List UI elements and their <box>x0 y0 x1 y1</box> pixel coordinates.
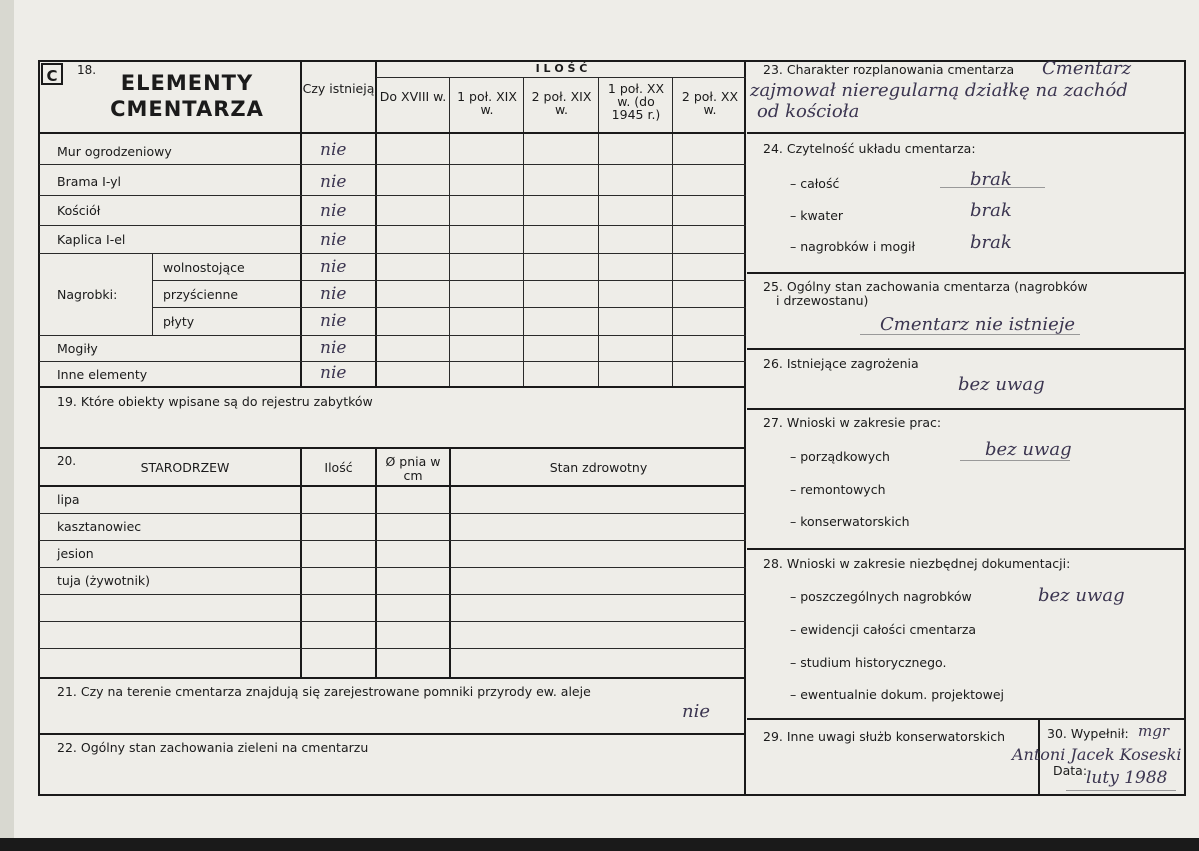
answer-underline <box>940 187 1045 188</box>
period-header: 1 poł. XIX w. <box>457 89 517 117</box>
divider <box>300 62 302 386</box>
handwritten-answer: od kościoła <box>757 101 860 122</box>
answer-underline <box>1066 790 1176 791</box>
section-letter-box: C <box>41 63 63 85</box>
documentation-item: – studium historycznego. <box>790 655 947 670</box>
handwritten-answer: nie <box>320 338 347 358</box>
divider <box>39 567 746 568</box>
handwritten-answer: nie <box>320 257 347 277</box>
row-label: Kościół <box>57 203 101 218</box>
divider <box>449 77 450 386</box>
col-header-health: Stan zdrowotny <box>549 460 648 475</box>
tree-label: kasztanowiec <box>57 519 142 534</box>
section-21-label: 21. Czy na terenie cmentarza znajdują się zarejestrowane pomniki przyrody ew. aleje <box>57 684 591 699</box>
divider <box>39 195 746 196</box>
section-30-label: 30. Wypełnił: <box>1047 726 1129 741</box>
period-header: 2 poł. XX w. <box>681 89 739 117</box>
handwritten-answer: nie <box>320 311 347 331</box>
row-label: Brama I-yl <box>57 174 122 189</box>
tree-label: jesion <box>57 546 94 561</box>
handwritten-date: luty 1988 <box>1086 768 1168 788</box>
divider <box>39 253 746 254</box>
period-header: Do XVIII w. <box>379 89 447 104</box>
legibility-item: – kwater <box>790 208 844 223</box>
handwritten-answer: brak <box>970 232 1012 253</box>
divider <box>747 272 1185 274</box>
divider <box>747 548 1185 550</box>
handwritten-answer: brak <box>970 169 1012 190</box>
divider <box>39 225 746 226</box>
divider <box>523 77 524 386</box>
starodrzew-title: STARODRZEW <box>140 460 230 475</box>
section-20-number: 20. <box>57 454 77 468</box>
divider <box>39 485 746 487</box>
documentation-item: – ewidencji całości cmentarza <box>790 622 977 637</box>
legibility-item: – całość <box>790 176 840 191</box>
section-28-label: 28. Wnioski w zakresie niezbędnej dokumentacji: <box>763 556 1071 571</box>
handwritten-name: Antoni Jacek Koseski <box>1012 745 1182 764</box>
handwritten-answer: Cmentarz nie istnieje <box>880 314 1076 335</box>
tree-label: tuja (żywotnik) <box>57 573 151 588</box>
works-item: – porządkowych <box>790 449 890 464</box>
handwritten-title: mgr <box>1138 722 1169 740</box>
section-27-label: 27. Wnioski w zakresie prac: <box>763 415 942 430</box>
period-header: 2 poł. XIX w. <box>531 89 592 117</box>
section-19-label: 19. Które obiekty wpisane są do rejestru zabytków <box>57 394 373 409</box>
divider <box>152 253 153 335</box>
handwritten-answer: nie <box>320 140 347 160</box>
row-label: Kaplica I-el <box>57 232 126 247</box>
divider <box>39 540 746 541</box>
divider <box>376 77 746 78</box>
divider <box>747 348 1185 350</box>
works-item: – remontowych <box>790 482 886 497</box>
divider <box>598 77 599 386</box>
row-label: Inne elementy <box>57 367 148 382</box>
divider <box>747 718 1185 720</box>
handwritten-answer: nie <box>320 363 347 383</box>
divider <box>152 307 746 308</box>
date-label: Data: <box>1053 763 1088 778</box>
row-label: Mogiły <box>57 341 98 356</box>
col-header-count: Ilość <box>324 460 353 475</box>
divider <box>39 513 746 514</box>
col-header-exists: Czy istnieją <box>302 81 375 96</box>
section-18-number: 18. <box>77 63 97 77</box>
section-25-label-line2: i drzewostanu) <box>776 293 869 308</box>
divider <box>747 132 1185 134</box>
handwritten-answer: zajmował nieregularną działkę na zachód <box>750 80 1128 101</box>
row-label: przyścienne <box>163 287 239 302</box>
scan-edge-left <box>0 0 14 851</box>
handwritten-answer: Cmentarz <box>1042 58 1132 79</box>
handwritten-answer: nie <box>320 230 347 250</box>
section-25-label-line1: 25. Ogólny stan zachowania cmentarza (nagrobków <box>763 279 1088 294</box>
tree-label: lipa <box>57 492 80 507</box>
divider <box>39 335 746 336</box>
scan-edge-bottom <box>0 838 1199 851</box>
divider <box>39 594 746 595</box>
section-29-label: 29. Inne uwagi służb konserwatorskich <box>763 729 1005 744</box>
row-label: płyty <box>163 314 195 329</box>
documentation-item: – poszczególnych nagrobków <box>790 589 972 604</box>
works-item: – konserwatorskich <box>790 514 910 529</box>
divider <box>449 449 451 677</box>
answer-underline <box>960 460 1070 461</box>
divider <box>300 449 302 677</box>
divider <box>39 648 746 649</box>
divider <box>747 408 1185 410</box>
handwritten-answer: bez uwag <box>985 439 1072 460</box>
section-24-label: 24. Czytelność układu cmentarza: <box>763 141 976 156</box>
divider <box>39 132 746 134</box>
documentation-item: – ewentualnie dokum. projektowej <box>790 687 1005 702</box>
divider <box>39 447 746 449</box>
handwritten-answer: nie <box>682 701 711 722</box>
col-header-diameter: Ø pnia w cm <box>385 454 441 483</box>
divider <box>39 386 746 388</box>
legibility-item: – nagrobków i mogił <box>790 239 916 254</box>
row-label: Mur ogrodzeniowy <box>57 144 172 159</box>
section-26-label: 26. Istniejące zagrożenia <box>763 356 919 371</box>
divider <box>375 62 377 386</box>
divider <box>39 733 746 735</box>
section-23-label: 23. Charakter rozplanowania cmentarza <box>763 62 1015 77</box>
divider <box>672 77 673 386</box>
elements-title-line2: CMENTARZA <box>110 97 264 121</box>
nagrobki-label: Nagrobki: <box>57 287 118 302</box>
divider <box>39 621 746 622</box>
handwritten-answer: bez uwag <box>958 374 1045 395</box>
answer-underline <box>860 334 1080 335</box>
handwritten-answer: bez uwag <box>1038 585 1125 606</box>
row-label: wolnostojące <box>163 260 245 275</box>
col-header-ilosc: I L O Ś Ć <box>535 62 588 75</box>
section-22-label: 22. Ogólny stan zachowania zieleni na cmentarzu <box>57 740 369 755</box>
handwritten-answer: brak <box>970 200 1012 221</box>
divider <box>39 164 746 165</box>
divider <box>375 449 377 677</box>
handwritten-answer: nie <box>320 172 347 192</box>
divider <box>39 677 746 679</box>
period-header: 1 poł. XX w. (do 1945 r.) <box>607 81 665 122</box>
elements-title-line1: ELEMENTY <box>120 71 254 95</box>
divider <box>39 361 746 362</box>
handwritten-answer: nie <box>320 201 347 221</box>
divider <box>152 280 746 281</box>
handwritten-answer: nie <box>320 284 347 304</box>
